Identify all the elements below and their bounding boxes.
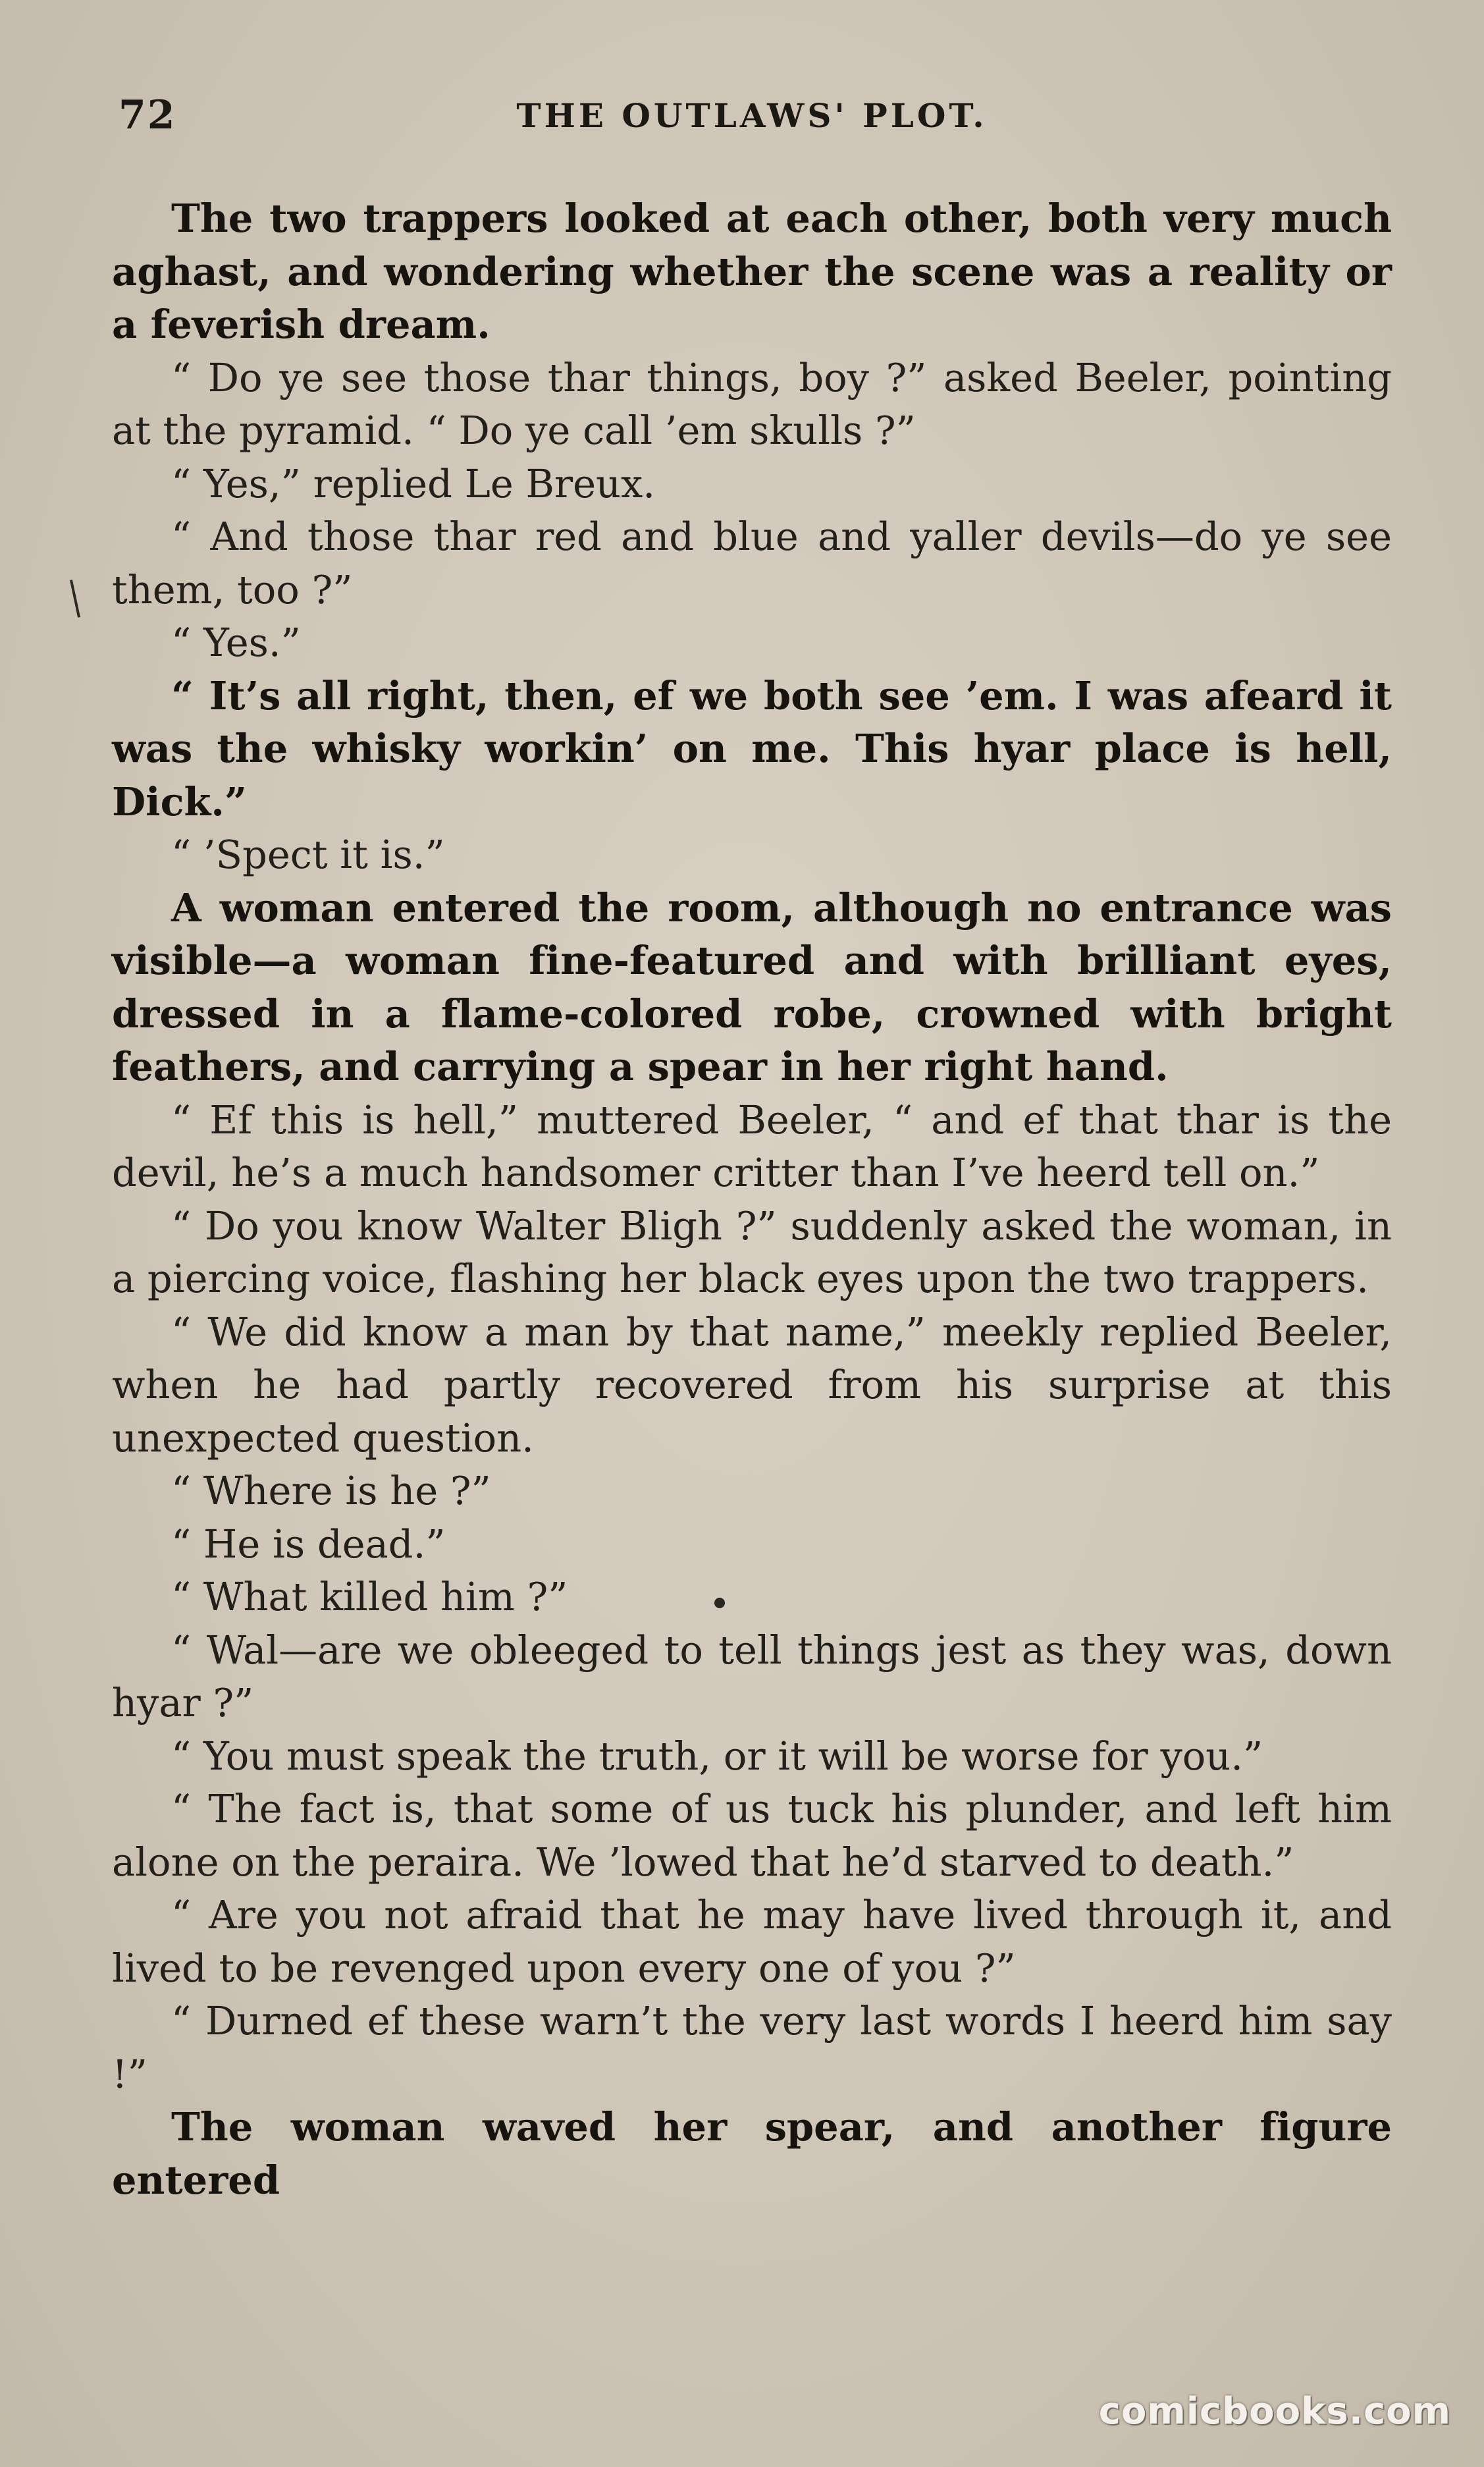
paragraph: “ What killed him ?”	[171, 1574, 568, 1619]
paragraph: “ We did know a man by that name,” meekly replied Beeler, when he had partly recovered from his surprise at this unexpected question.	[112, 1309, 1392, 1461]
paragraph: “ Are you not afraid that he may have lived through it, and lived to be revenged upon every one of you ?”	[112, 1892, 1392, 1991]
paragraph: “ Yes.”	[171, 620, 301, 665]
paragraph: “ Durned ef these warn’t the very last words I heerd him say !”	[112, 1998, 1392, 2097]
paragraph: “ Where is he ?”	[171, 1468, 491, 1513]
paragraph: The woman waved her spear, and another figure entered	[112, 2104, 1392, 2203]
running-head: THE OUTLAWS' PLOT.	[516, 96, 988, 135]
paragraph: “ It’s all right, then, ef we both see ’em. I was afeard it was the whisky workin’ on me. This hyar place is hell, Dick.”	[112, 672, 1392, 825]
paragraph: “ Do you know Walter Bligh ?” suddenly asked the woman, in a piercing voice, flashing her black eyes upon the two trappers.	[112, 1203, 1392, 1301]
page-header	[119, 92, 1385, 145]
paragraph: “ ’Spect it is.”	[171, 832, 445, 877]
paragraph: “ Do ye see those thar things, boy ?” asked Beeler, pointing at the pyramid. “ Do ye call ’em skulls ?”	[112, 354, 1392, 453]
margin-pencil-mark	[70, 580, 80, 618]
paragraph: “ You must speak the truth, or it will be worse for you.”	[171, 1733, 1263, 1779]
paragraph: “ And those thar red and blue and yaller devils—do ye see them, too ?”	[112, 514, 1392, 612]
body-text	[112, 192, 1392, 2207]
paragraph: “ He is dead.”	[171, 1521, 446, 1567]
paragraph: “ Wal—are we obleeged to tell things jest as they was, down hyar ?”	[112, 1627, 1392, 1725]
page-number: 72	[119, 92, 176, 138]
paragraph: “ Ef this is hell,” muttered Beeler, “ and ef that thar is the devil, he’s a much handsomer critter than I’ve heerd tell on.”	[112, 1097, 1392, 1195]
paragraph: A woman entered the room, although no entrance was visible—a woman fine-featured and with brilliant eyes, dressed in a flame-colored robe, crowned with bright feathers, and carrying a spear in her right hand.	[112, 884, 1392, 1089]
paragraph: “ The fact is, that some of us tuck his plunder, and left him alone on the peraira. We ’lowed that he’d starved to death.”	[112, 1786, 1392, 1885]
watermark: comicbooks.com	[1098, 2390, 1451, 2433]
paragraph: “ Yes,” replied Le Breux.	[171, 460, 656, 506]
paragraph: The two trappers looked at each other, both very much aghast, and wondering whether the scene was a reality or a feverish dream.	[112, 196, 1392, 347]
ink-dot	[714, 1598, 725, 1608]
